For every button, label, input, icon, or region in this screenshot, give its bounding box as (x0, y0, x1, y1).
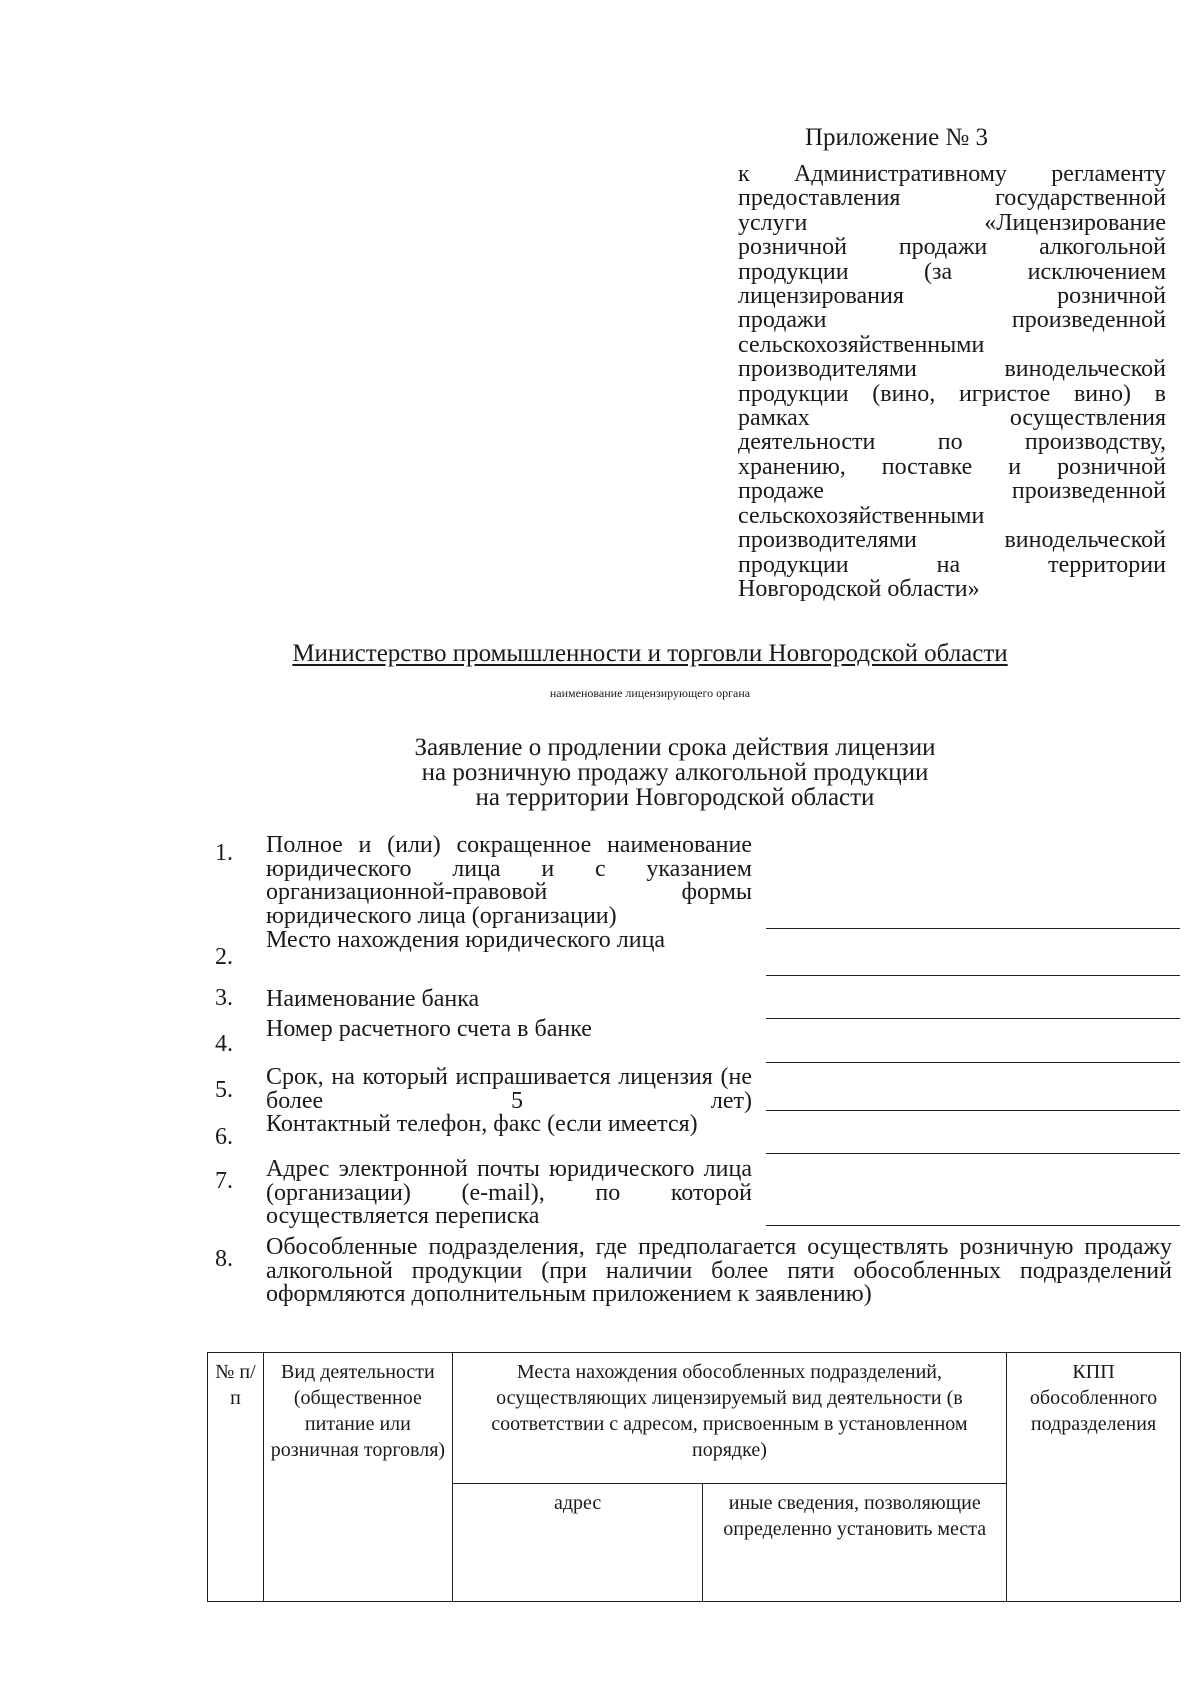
field-number: 6. (215, 1124, 233, 1150)
field-number: 4. (215, 1031, 233, 1057)
appendix-title: Приложение № 3 (805, 124, 989, 151)
appendix-line: продаже произведенной (738, 478, 1166, 505)
appendix-line: к Административному регламенту (738, 161, 1166, 187)
field-input-account[interactable] (766, 1062, 1180, 1063)
field-input-email[interactable] (766, 1225, 1180, 1226)
divisions-table (207, 1352, 1181, 1602)
field-label-location: Место нахождения юридического лица (266, 927, 666, 953)
header-locations: Места нахождения обособленных подразделений, осуществляющих лицензируемый вид деятельности (в соответствии с адресом, присвоенным в установленном порядке) (452, 1353, 1006, 1484)
field-number: 7. (215, 1168, 233, 1194)
appendix-line: лицензирования розничной (738, 283, 1166, 310)
appendix-line: хранению, поставке и розничной (738, 453, 1166, 480)
table-header-row (208, 1353, 1181, 1484)
field-input-legal-name[interactable] (766, 928, 1180, 929)
field-number: 2. (215, 944, 233, 970)
appendix-line: деятельности по производству, (738, 429, 1166, 456)
appendix-line: предоставления государственной (738, 185, 1166, 212)
field-label-term: Срок, на который испрашивается лицензия (не более 5 лет) (266, 1064, 752, 1114)
field-label-bank: Наименование банка (266, 986, 480, 1012)
field-label-account: Номер расчетного счета в банке (266, 1016, 592, 1042)
appendix-line: продукции (за исключением (738, 258, 1166, 285)
appendix-line: услуги «Лицензирование (738, 209, 1166, 236)
appendix-line: сельскохозяйственными (738, 331, 985, 358)
field-number: 8. (215, 1246, 233, 1272)
header-other-details: иные сведения, позволяющие определенно установить места (703, 1484, 1007, 1602)
statement-title (250, 735, 1100, 810)
field-label-email: Адрес электронной почты юридического лица (организации) (e-mail), по которой осуществляется переписка (266, 1156, 752, 1229)
field-number: 1. (215, 840, 233, 866)
field-input-term[interactable] (766, 1110, 1180, 1111)
appendix-line: Новгородской области» (738, 575, 980, 602)
field-input-phone[interactable] (766, 1153, 1180, 1154)
field-number: 3. (215, 985, 233, 1011)
header-activity: Вид деятельности (общественное питание или розничная торговля) (263, 1353, 452, 1602)
statement-line: на территории Новгородской области (475, 784, 875, 811)
appendix-line: сельскохозяйственными (738, 502, 985, 529)
appendix-line: продукции на территории (738, 551, 1166, 578)
field-label-phone: Контактный телефон, факс (если имеется) (266, 1111, 698, 1137)
header-address: адрес (452, 1484, 703, 1602)
field-input-bank[interactable] (766, 1018, 1180, 1019)
appendix-line: продукции (вино, игристое вино) в (738, 380, 1166, 407)
licensing-authority-caption: наименование лицензирующего органа (549, 686, 751, 700)
appendix-reference (738, 162, 1166, 601)
statement-line: Заявление о продлении срока действия лицензии (414, 734, 936, 761)
statement-line: на розничную продажу алкогольной продукции (421, 759, 929, 786)
appendix-line: рамках осуществления (738, 405, 1166, 432)
licensing-authority-name: Министерство промышленности и торговли Новгородской области (292, 640, 1008, 667)
field-label-legal-name: Полное и (или) сокращенное наименование юридического лица и с указанием организационной-правовой формы юридического лица (организации) (266, 832, 752, 929)
field-number: 5. (215, 1077, 233, 1103)
appendix-line: производителями винодельческой (738, 356, 1166, 383)
appendix-line: производителями винодельческой (738, 527, 1166, 554)
appendix-line: розничной продажи алкогольной (738, 234, 1166, 261)
field-input-location[interactable] (766, 975, 1180, 976)
header-kpp: КПП обособленного подразделения (1007, 1353, 1181, 1602)
header-number: № п/п (208, 1353, 264, 1602)
appendix-line: продажи произведенной (738, 307, 1166, 334)
field-label-divisions: Обособленные подразделения, где предполагается осуществлять розничную продажу алкогольной продукции (при наличии более пяти обособленных подразделений оформляются дополнительным приложением к заявлению) (266, 1234, 1172, 1307)
